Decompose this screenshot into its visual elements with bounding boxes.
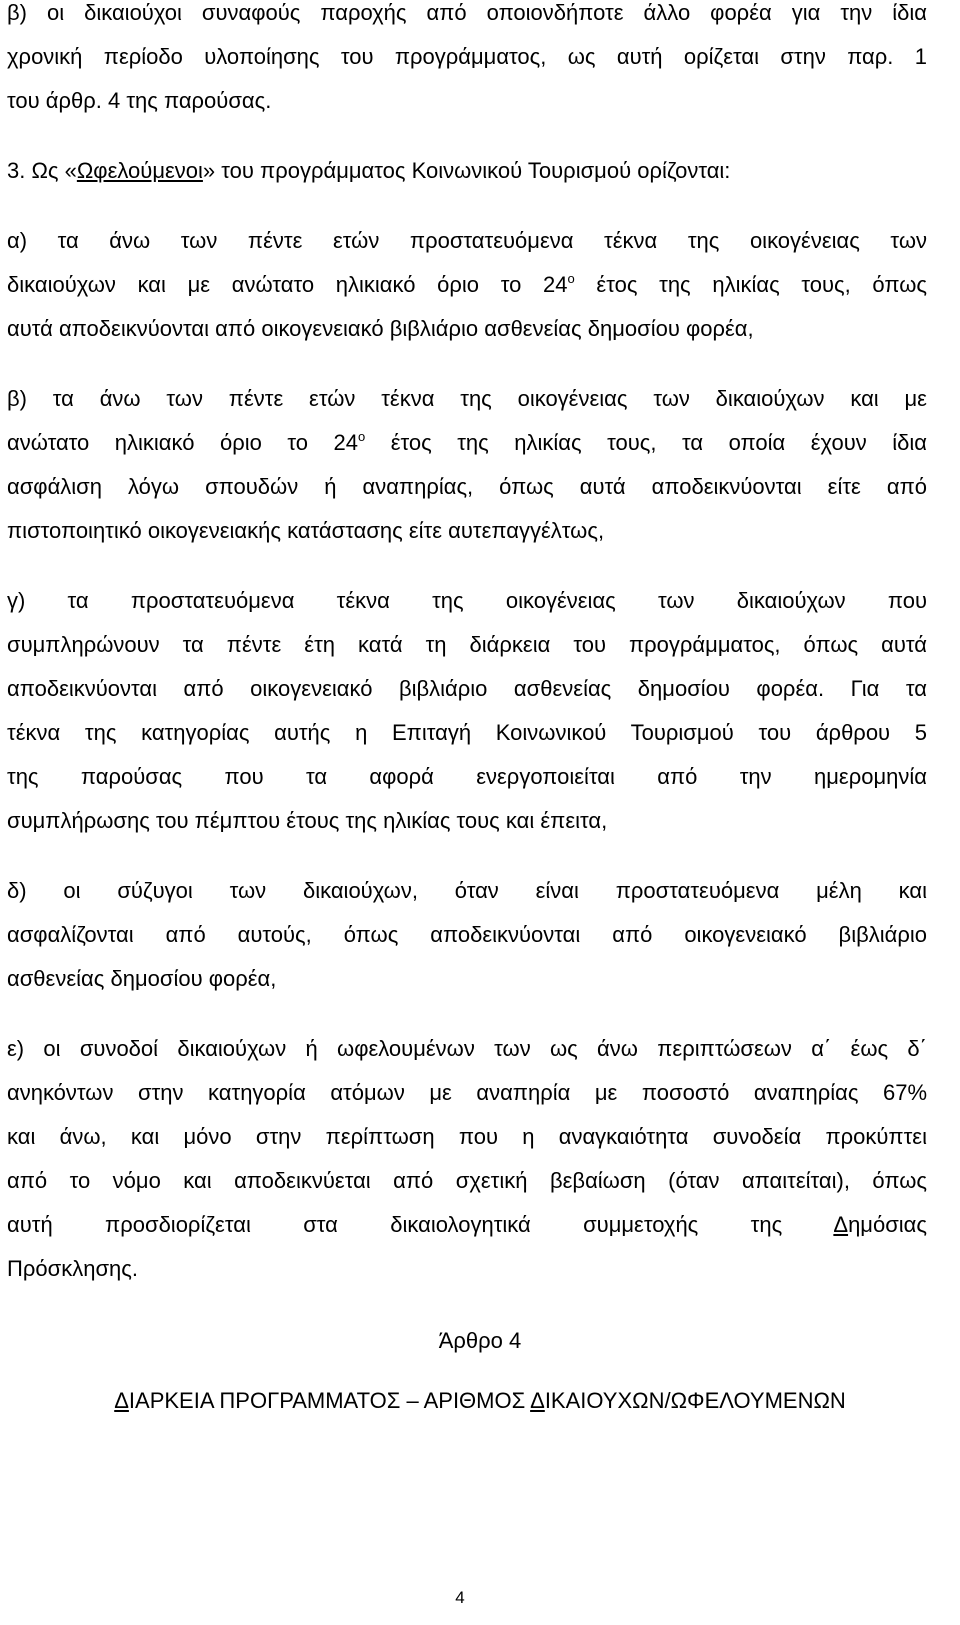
text-line: δ) οι σύζυγοι των δικαιούχων, όταν είναι προστατευόμενα μέλη και [7, 878, 927, 903]
text-line: ασθενείας δημοσίου φορέα, [7, 966, 277, 991]
text-line: συμπλήρωσης του πέμπτου έτους της ηλικίας τους και έπειτα, [7, 808, 608, 833]
text-line: ανηκόντων στην κατηγορία ατόμων με αναπηρία με ποσοστό αναπηρίας 67% [7, 1080, 927, 1105]
text-line: ε) οι συνοδοί δικαιούχων ή ωφελουμένων των ως άνω περιπτώσεων α΄ έως δ΄ [7, 1036, 927, 1061]
text-line: του άρθρ. 4 της παρούσας. [7, 88, 272, 113]
text-line: γ) τα προστατευόμενα τέκνα της οικογένειας των δικαιούχων που [7, 588, 927, 613]
text-line: αυτή προσδιορίζεται στα δικαιολογητικά συμμετοχής της Δημόσιας [7, 1212, 927, 1237]
text-line: χρονική περίοδο υλοποίησης του προγράμματος, ως αυτή ορίζεται στην παρ. 1 [7, 44, 927, 69]
text-line: β) οι δικαιούχοι συναφούς παροχής από οποιονδήποτε άλλο φορέα για την ίδια [7, 0, 927, 25]
text-line: αυτά αποδεικνύονται από οικογενειακό βιβλιάριο ασθενείας δημοσίου φορέα, [7, 316, 754, 341]
text-line: ανώτατο ηλικιακό όριο το $24^o$ έτος της ηλικίας τους, τα οποία έχουν ίδια [7, 429, 927, 455]
text-line: από το νόμο και αποδεικνύεται από σχετική βεβαίωση (όταν απαιτείται), όπως [7, 1168, 927, 1193]
text-line: ασφάλιση λόγω σπουδών ή αναπηρίας, όπως αυτά αποδεικνύονται είτε από [7, 474, 927, 499]
text-line: αποδεικνύονται από οικογενειακό βιβλιάριο ασθενείας δημοσίου φορέα. Για τα [7, 676, 927, 701]
text-line: της παρούσας που τα αφορά ενεργοποιείται από την ημερομηνία [7, 764, 927, 789]
item-3-heading: 3. Ως «Ωφελούμενοι» του προγράμματος Κοινωνικού Τουρισμού ορίζονται: [7, 158, 731, 183]
page-number: 4 [455, 1588, 465, 1607]
text-line: ασφαλίζονται από αυτούς, όπως αποδεικνύονται από οικογενειακό βιβλιάριο [7, 922, 927, 947]
text-line: δικαιούχων και με ανώτατο ηλικιακό όριο το $24^o$ έτος της ηλικίας τους, όπως [7, 271, 927, 297]
text-line: και άνω, και μόνο στην περίπτωση που η αναγκαιότητα συνοδεία προκύπτει [7, 1124, 927, 1149]
text-line: β) τα άνω των πέντε ετών τέκνα της οικογένειας των δικαιούχων και με [7, 386, 927, 411]
text-line: συμπληρώνουν τα πέντε έτη κατά τη διάρκεια του προγράμματος, όπως αυτά [7, 632, 927, 657]
article-title: ΔΙΑΡΚΕΙΑ ΠΡΟΓΡΑΜΜΑΤΟΣ – ΑΡΙΘΜΟΣ ΔΙΚΑΙΟΥΧΩΝ/ΩΦΕΛΟΥΜΕΝΩΝ [114, 1388, 846, 1413]
article-heading: Άρθρο 4 [438, 1328, 522, 1353]
text-line: Πρόσκλησης. [7, 1256, 138, 1281]
text-line: πιστοποιητικό οικογενειακής κατάστασης είτε αυτεπαγγέλτως, [7, 518, 605, 543]
text-line: τέκνα της κατηγορίας αυτής η Επιταγή Κοινωνικού Τουρισμού του άρθρου 5 [7, 720, 927, 745]
beneficiaries-term: Ωφελούμενοι [76, 158, 203, 183]
text-line: α) τα άνω των πέντε ετών προστατευόμενα τέκνα της οικογένειας των [7, 228, 927, 253]
